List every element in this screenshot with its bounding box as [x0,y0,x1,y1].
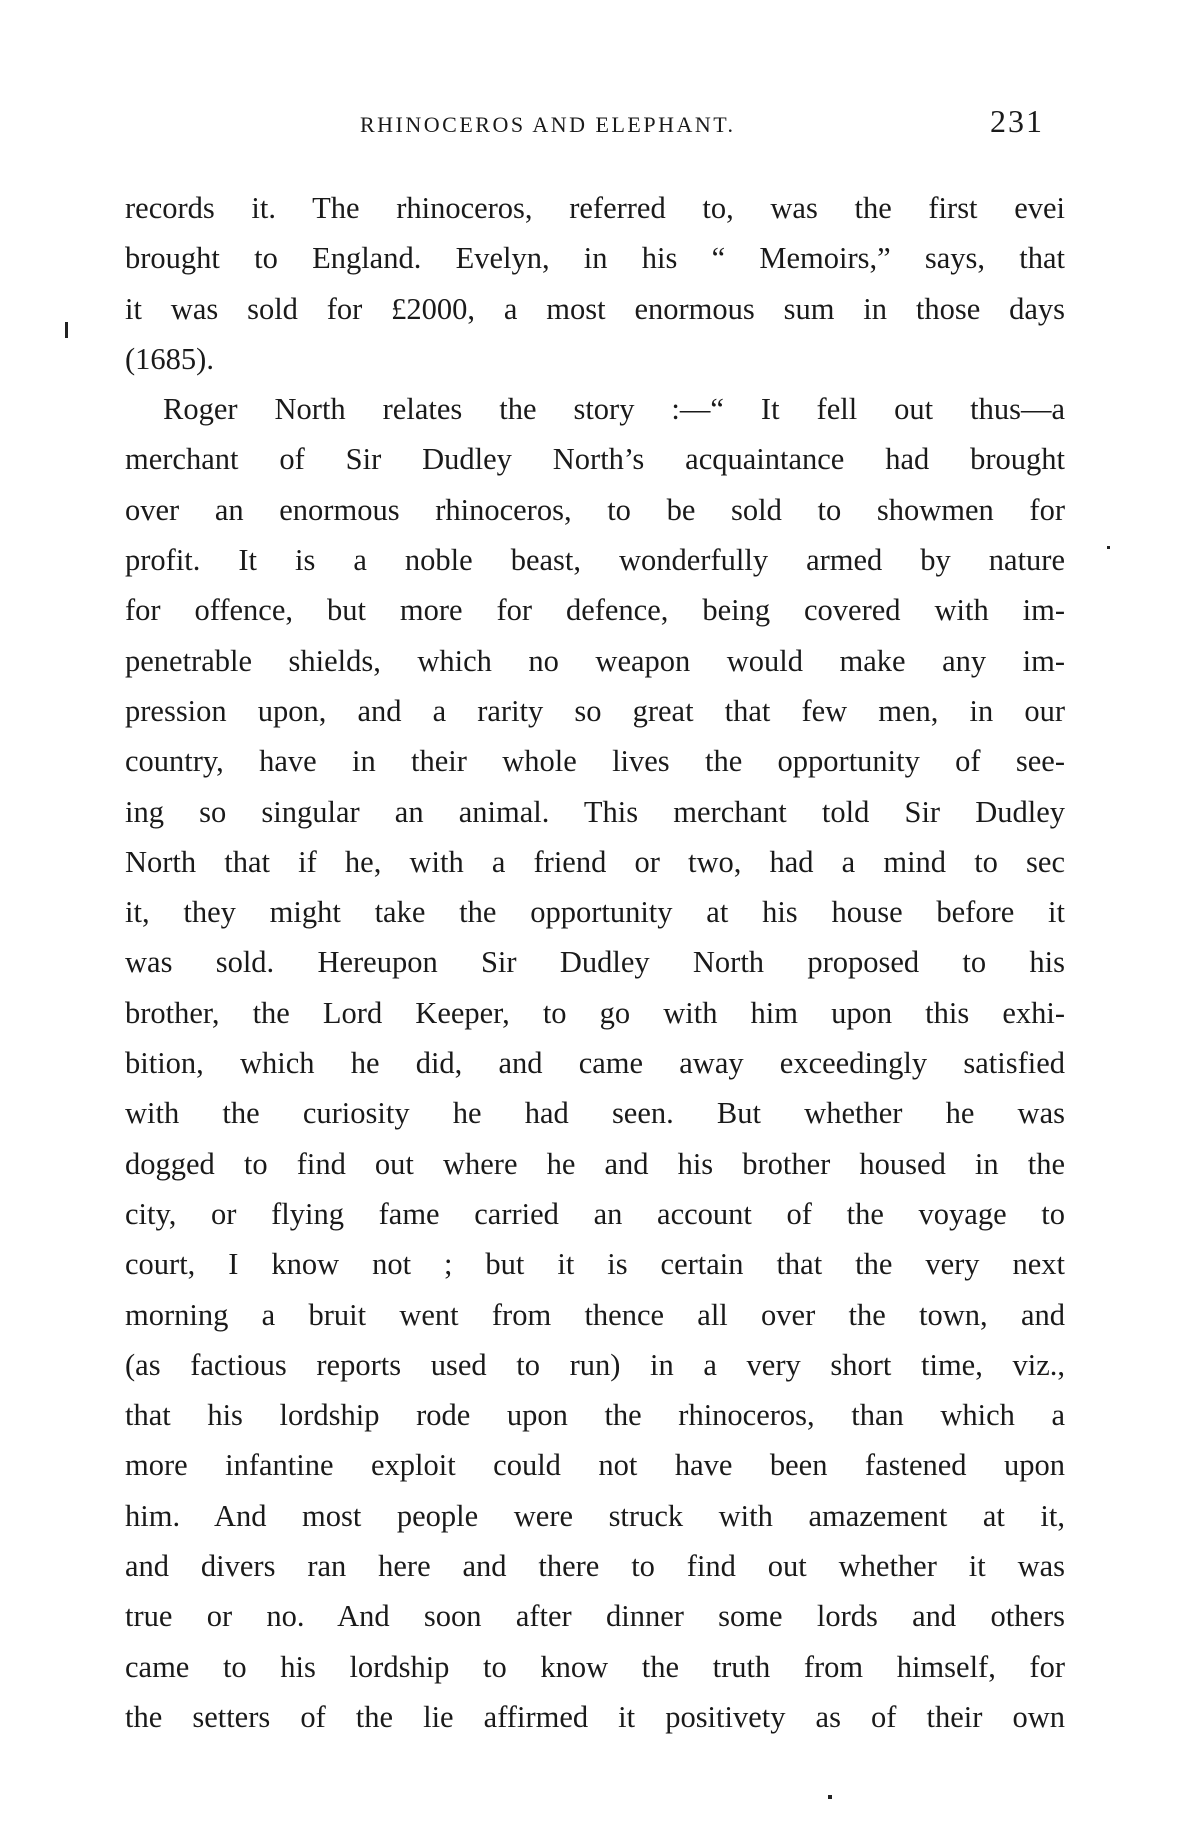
text-line: for offence, but more for defence, being covered with im- [125,593,1065,628]
running-title: RHINOCEROS AND ELEPHANT. [360,112,736,137]
text-line: more infantine exploit could not have been fastened upon [125,1448,1065,1483]
text-line: court, I know not ; but it is certain that the very next [125,1247,1065,1282]
ink-mark [828,1795,832,1799]
text-line: (1685). [125,341,214,376]
text-line: city, or flying fame carried an account of the voyage to [125,1196,1065,1231]
text-line: with the curiosity he had seen. But whether he was [125,1096,1065,1131]
text-line: brother, the Lord Keeper, to go with him upon this exhi- [125,995,1065,1030]
text-line: North that if he, with a friend or two, had a mind to sec [125,844,1065,879]
text-line: and divers ran here and there to find out whether it was [125,1549,1065,1584]
text-line: him. And most people were struck with amazement at it, [125,1498,1065,1533]
text-line: records it. The rhinoceros, referred to, was the first evei [125,191,1065,225]
text-line: country, have in their whole lives the opportunity of see- [125,744,1065,779]
text-line: Roger North relates the story :—“ It fell out thus—a [163,392,1065,427]
text-line: merchant of Sir Dudley North’s acquaintance had brought [125,442,1065,477]
text-line: ing so singular an animal. This merchant told Sir Dudley [125,794,1065,829]
text-line: came to his lordship to know the truth from himself, for [125,1649,1065,1684]
text-line: it was sold for £2000, a most enormous sum in those days [125,291,1065,326]
ink-mark [1107,546,1110,549]
body-text [125,183,1065,1742]
page-number: 231 [990,103,1044,139]
text-line: pression upon, and a rarity so great that few men, in our [125,693,1065,728]
text-line: it, they might take the opportunity at his house before it [125,895,1065,930]
text-line: that his lordship rode upon the rhinoceros, than which a [125,1398,1065,1433]
text-line: bition, which he did, and came away exceedingly satisfied [125,1046,1065,1081]
text-line: the setters of the lie affirmed it positivety as of their own [125,1699,1065,1734]
text-line: over an enormous rhinoceros, to be sold to showmen for [125,492,1065,527]
text-line: profit. It is a noble beast, wonderfully armed by nature [125,543,1065,578]
ink-mark [65,322,68,338]
text-line: (as factious reports used to run) in a very short time, viz., [125,1347,1065,1382]
text-line: was sold. Hereupon Sir Dudley North proposed to his [125,945,1065,980]
text-line: true or no. And soon after dinner some lords and others [125,1599,1065,1634]
text-line: brought to England. Evelyn, in his “ Memoirs,” says, that [125,241,1065,276]
text-line: morning a bruit went from thence all over the town, and [125,1297,1065,1332]
text-line: penetrable shields, which no weapon would make any im- [125,643,1065,678]
text-line: dogged to find out where he and his brother housed in the [125,1146,1065,1181]
